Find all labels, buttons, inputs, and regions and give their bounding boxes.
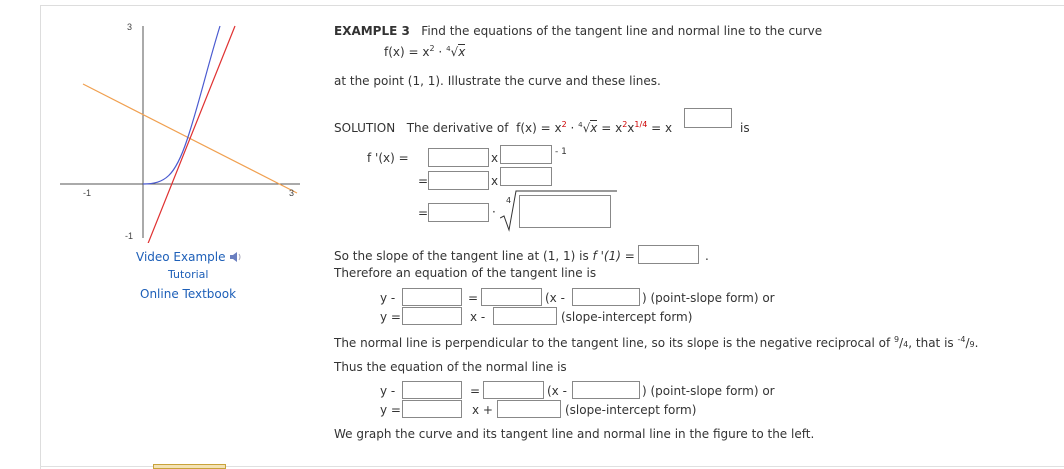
speaker-icon xyxy=(229,251,243,263)
slope-input[interactable] xyxy=(638,245,699,264)
x-label-1: x xyxy=(491,151,499,165)
func-dot: · xyxy=(438,45,443,59)
coefficient-input[interactable] xyxy=(428,148,489,167)
radical-icon: √ xyxy=(450,45,459,59)
normal-slope-input[interactable] xyxy=(483,381,544,399)
point-text: at the point (1, 1). Illustrate the curve and these lines. xyxy=(334,74,661,88)
slope-line xyxy=(334,249,635,263)
slope-text: So the slope of the tangent line at (1, 1) is xyxy=(334,249,589,263)
tangent-b-input[interactable] xyxy=(493,307,557,325)
normal-y-eq: y = xyxy=(380,403,401,417)
tangent-y-eq: y = xyxy=(380,310,401,324)
normal-intro: The normal line is perpendicular to the tangent line, so its slope is the negative reciprocal of $^9$/4, that is $^{-4}$/9. xyxy=(334,335,979,350)
normal-text-c: . xyxy=(974,336,979,350)
normal-text-b: , that is xyxy=(908,336,954,350)
normal-intro-2: Thus the equation of the normal line is xyxy=(334,360,567,374)
slope-fprime: f '(1) = xyxy=(592,249,635,263)
equals-sign-1: = xyxy=(418,174,429,188)
root-index: 4 xyxy=(506,196,512,205)
normal-paren-open: (x - xyxy=(547,384,567,398)
fprime-label: f '(x) = xyxy=(367,151,409,165)
video-example-link[interactable] xyxy=(136,250,243,264)
exp-minus-one: - 1 xyxy=(555,147,567,157)
power-input-2[interactable] xyxy=(500,167,552,186)
frac1-den: 4 xyxy=(903,340,909,349)
normal-point-slope: ) (point-slope form) or xyxy=(642,384,775,398)
coefficient-input-2[interactable] xyxy=(428,171,489,190)
tangent-slope-input[interactable] xyxy=(481,288,542,306)
y-min-label: -1 xyxy=(125,231,134,241)
x-label-2: x xyxy=(491,174,499,188)
frac2-den: 9 xyxy=(969,340,975,349)
tangent-y1-input[interactable] xyxy=(402,288,462,306)
deriv-x: x xyxy=(627,121,635,135)
tangent-x-minus: x - xyxy=(470,310,486,324)
normal-x1-input[interactable] xyxy=(572,381,640,399)
x-min-label: -1 xyxy=(83,188,92,198)
tangent-equals: = xyxy=(468,291,479,305)
is-text: is xyxy=(740,121,750,135)
tangent-y-minus: y - xyxy=(380,291,396,305)
func-root-index: 4 xyxy=(446,45,451,53)
dot-sign: · xyxy=(492,205,496,219)
exponent-input[interactable] xyxy=(684,108,732,128)
frame-left-border xyxy=(40,5,41,469)
tangent-intro: Therefore an equation of the tangent line is xyxy=(334,266,597,280)
example-intro: Find the equations of the tangent line and normal line to the curve xyxy=(421,24,823,38)
deriv-exp2b: 2 xyxy=(622,120,628,129)
online-textbook-link[interactable]: Online Textbook xyxy=(140,287,237,301)
normal-text-a: The normal line is perpendicular to the tangent line, so its slope is the negative reciprocal of xyxy=(334,336,891,350)
example-heading xyxy=(334,24,822,38)
deriv-root-index: 4 xyxy=(578,121,583,129)
frac1-num: 9 xyxy=(894,335,900,344)
frame-top-border xyxy=(40,5,1064,6)
closing-text: We graph the curve and its tangent line and normal line in the figure to the left. xyxy=(334,427,815,441)
deriv-radicand: x xyxy=(590,121,598,135)
normal-y-minus: y - xyxy=(380,384,396,398)
deriv-dot: · xyxy=(570,121,575,135)
radical-icon-2: √ xyxy=(582,121,591,135)
func-lhs: f(x) = x xyxy=(384,45,430,59)
tangent-slope-intercept: (slope-intercept form) xyxy=(561,310,693,324)
normal-y1-input[interactable] xyxy=(402,381,462,399)
deriv-eq2: = x xyxy=(601,121,623,135)
power-input-1[interactable] xyxy=(500,145,552,164)
tangent-paren-open: (x - xyxy=(545,291,565,305)
example-label: EXAMPLE 3 xyxy=(334,24,410,38)
normal-x-plus: x + xyxy=(472,403,493,417)
slope-period: . xyxy=(705,249,709,263)
normal-m-input[interactable] xyxy=(402,400,462,418)
equals-sign-2: = xyxy=(418,206,429,220)
x-max-label: 3 xyxy=(289,188,295,198)
tangent-point-slope: ) (point-slope form) or xyxy=(642,291,775,305)
solution-line xyxy=(334,121,672,135)
deriv-exp-14: 1/4 xyxy=(634,120,648,129)
normal-b-input[interactable] xyxy=(497,400,561,418)
tutorial-link[interactable]: Tutorial xyxy=(168,268,209,281)
partial-bottom-button[interactable] xyxy=(153,464,226,469)
derivative-text: The derivative of xyxy=(406,121,509,135)
deriv-exp2: 2 xyxy=(561,120,567,129)
deriv-eq3: = x xyxy=(651,121,673,135)
y-max-label: 3 xyxy=(127,22,133,32)
function-definition xyxy=(384,45,465,59)
deriv-f: f(x) = x xyxy=(516,121,562,135)
coefficient-input-3[interactable] xyxy=(428,203,489,222)
radicand-input[interactable] xyxy=(519,195,611,228)
tangent-m-input[interactable] xyxy=(402,307,462,325)
solution-label: SOLUTION xyxy=(334,121,396,135)
tangent-x1-input[interactable] xyxy=(572,288,640,306)
func-exp: 2 xyxy=(429,44,435,53)
func-radicand: x xyxy=(458,45,466,59)
normal-equals: = xyxy=(470,384,481,398)
graph xyxy=(55,18,305,243)
normal-slope-intercept: (slope-intercept form) xyxy=(565,403,697,417)
frac2-num: -4 xyxy=(957,335,966,344)
video-example-label: Video Example xyxy=(136,250,226,264)
